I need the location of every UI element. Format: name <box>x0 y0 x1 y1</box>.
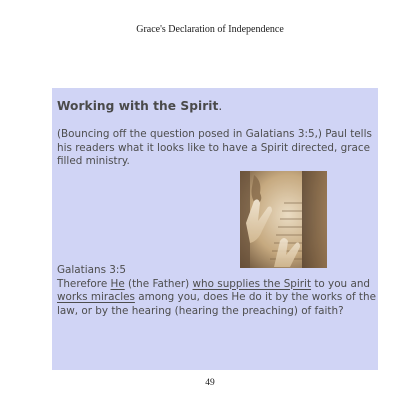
verse-block <box>57 264 377 318</box>
running-header: Grace's Declaration of Independence <box>136 24 284 35</box>
verse-text-3: to you and <box>311 277 370 290</box>
slide-title-text: Working with the Spirit <box>57 99 219 113</box>
slide-title-period: . <box>218 99 223 113</box>
verse-text-1: Therefore <box>57 277 111 290</box>
slide-title <box>57 100 222 114</box>
verse-text-4: among you, does He do it by the works of the law, or by the hearing (hearing the preaching) of faith? <box>57 291 376 317</box>
verse-underlined-he: He <box>110 277 125 290</box>
verse-text-2: (the Father) <box>124 277 193 290</box>
praying-hands-photo <box>240 171 327 268</box>
verse-reference: Galatians 3:5 <box>57 264 127 276</box>
page-number: 49 <box>205 378 215 388</box>
verse-underlined-supplies-spirit: who supplies the Spirit <box>192 277 312 290</box>
slide-intro-text: (Bouncing off the question posed in Galatians 3:5,) Paul tells his readers what it looks like to have a Spirit directed, grace filled ministry. <box>57 128 372 168</box>
slide-panel <box>52 88 378 370</box>
verse-underlined-works-miracles: works miracles <box>57 291 135 304</box>
